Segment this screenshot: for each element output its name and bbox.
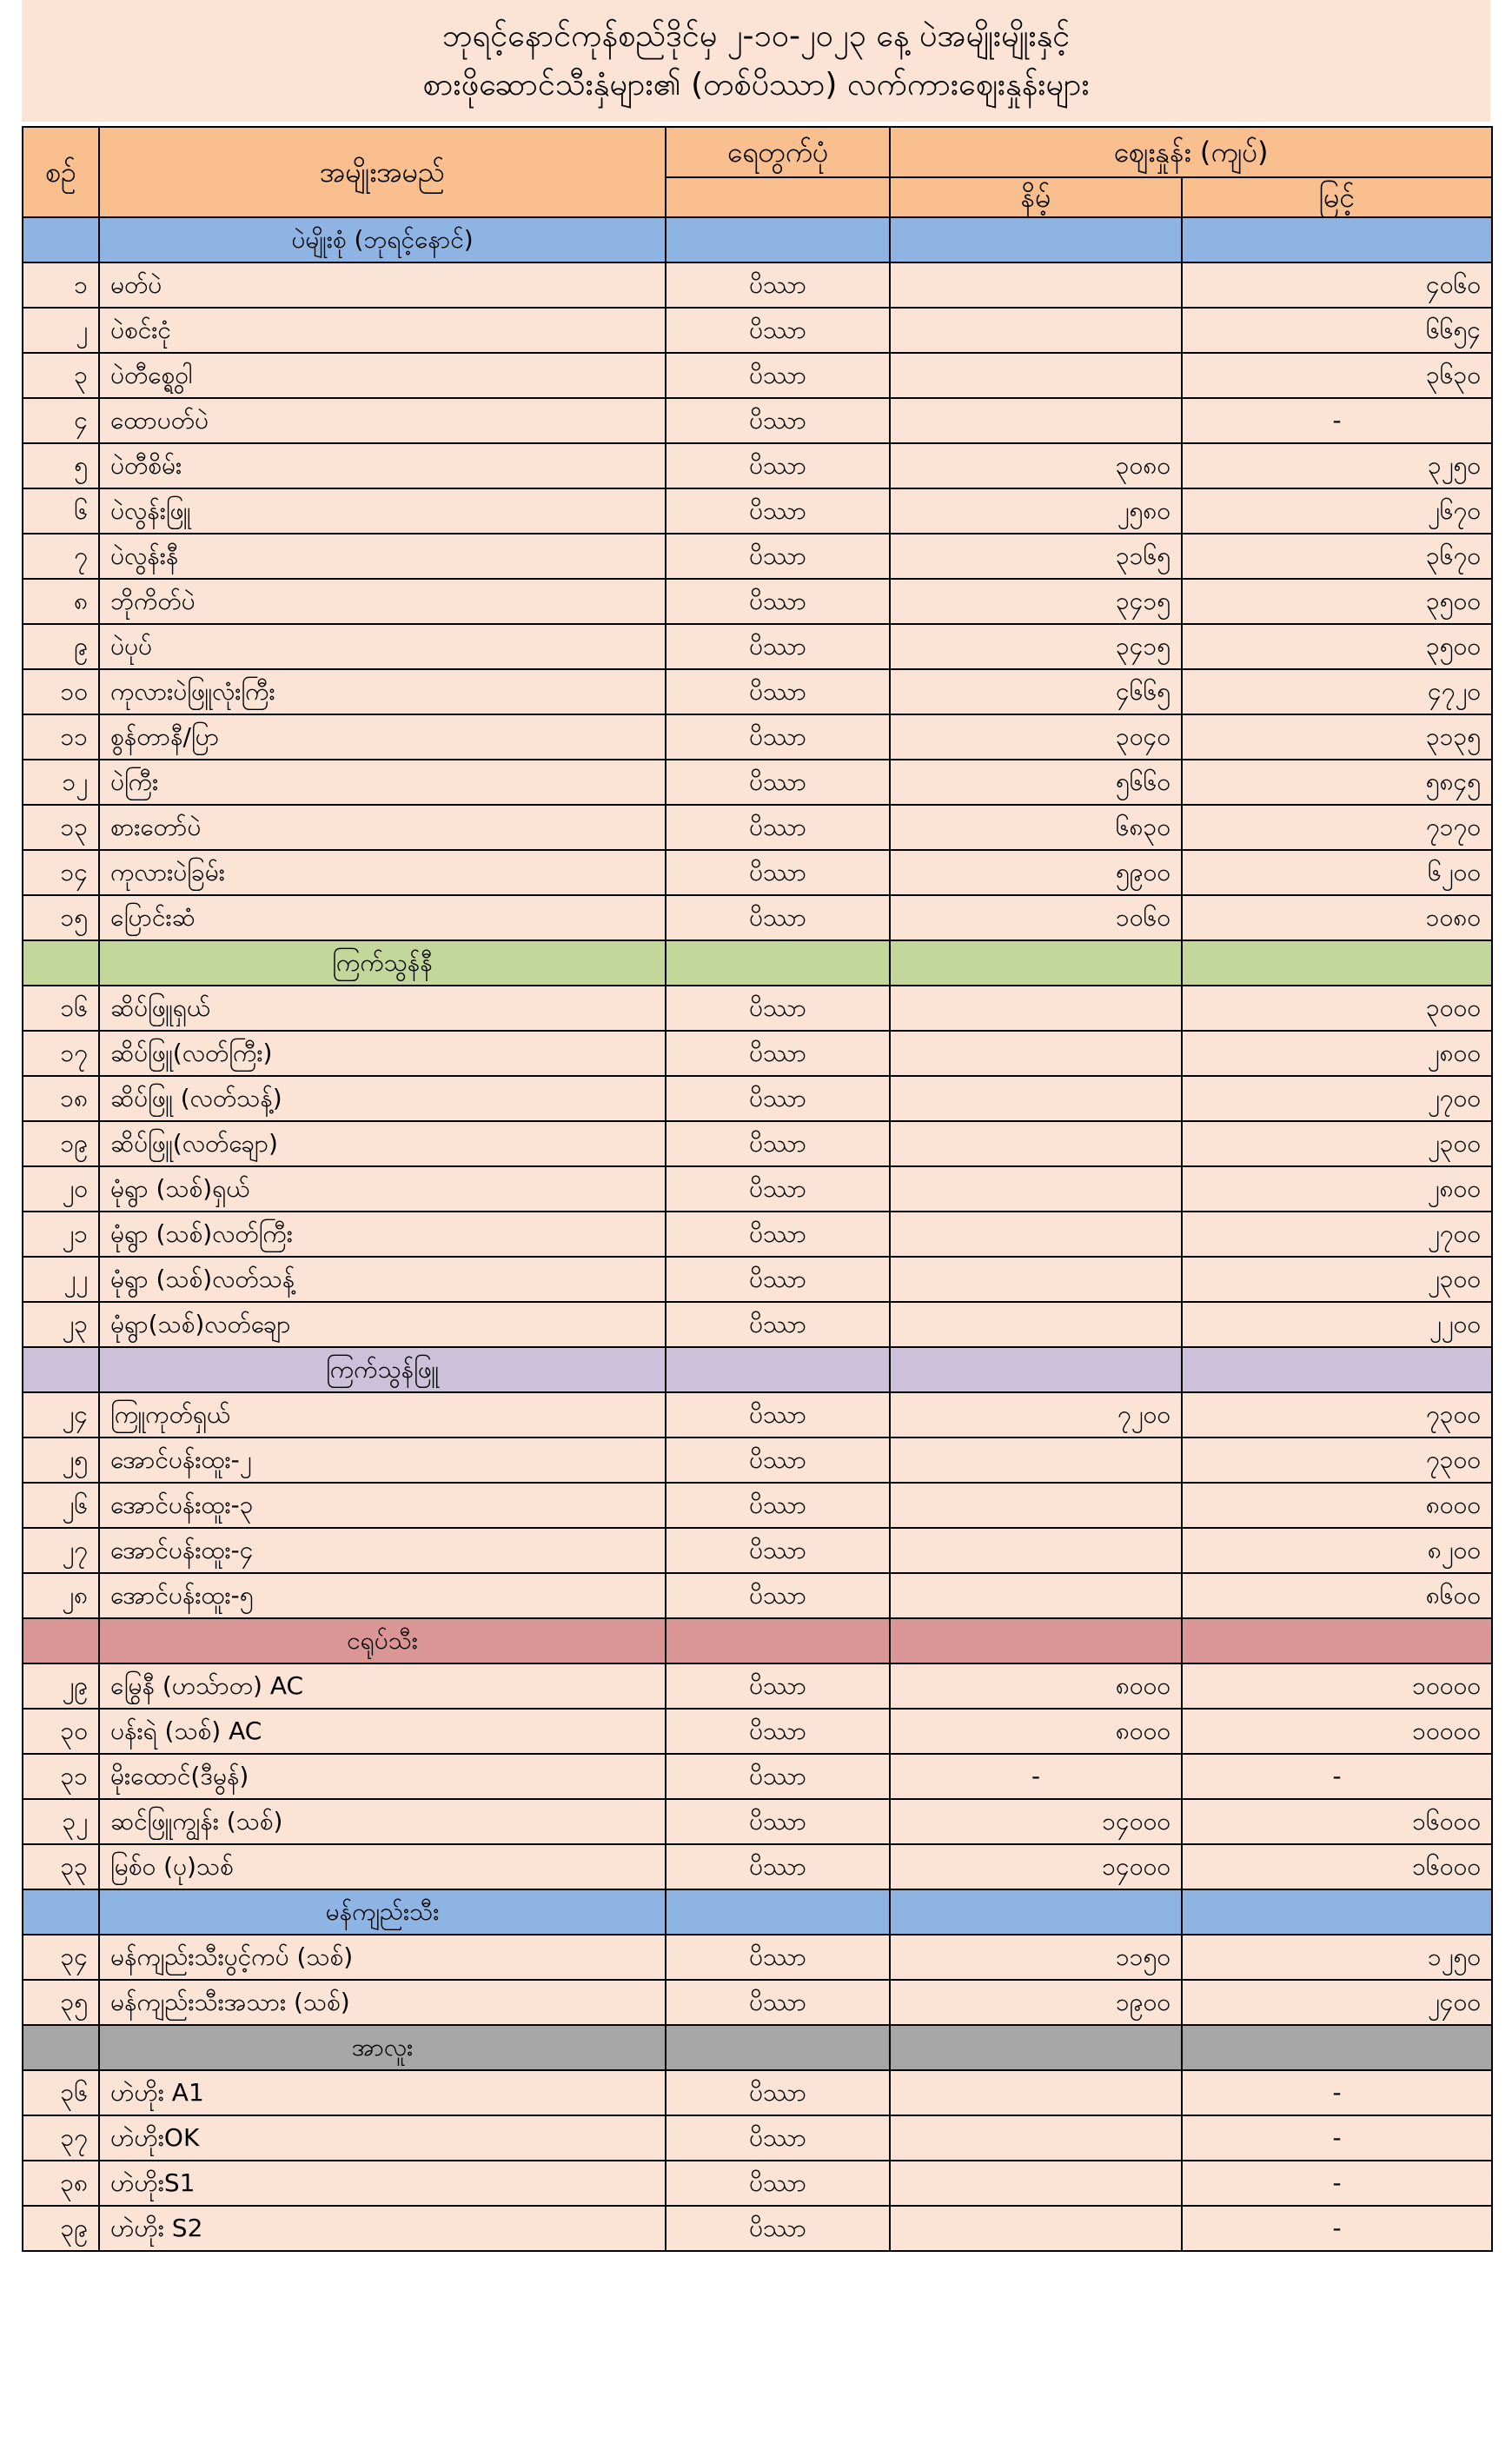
price-low [890,986,1182,1031]
price-high: ၂၇၀၀ [1182,1076,1492,1121]
price-high: ၁၆၀၀၀ [1182,1844,1492,1889]
item-name: ကုလားပဲခြမ်း [99,850,666,895]
section-cell [890,1618,1182,1663]
item-name: ဘိုကိတ်ပဲ [99,579,666,624]
price-low [890,1257,1182,1302]
row-number: ၈ [23,579,99,624]
item-unit: ပိဿာ [666,1483,890,1528]
item-unit: ပိဿာ [666,1980,890,2025]
price-low [890,1528,1182,1573]
table-row [23,669,1492,714]
header-unit-blank [666,177,890,217]
item-unit: ပိဿာ [666,262,890,308]
row-number: ၁၇ [23,1031,99,1076]
item-name: ဟဲဟိုး S2 [99,2206,666,2251]
row-number: ၇ [23,534,99,579]
item-name: မြစ်ဝ (ပု)သစ် [99,1844,666,1889]
price-low [890,2115,1182,2161]
section-row [23,1889,1492,1935]
table-row [23,1031,1492,1076]
row-number: ၁၈ [23,1076,99,1121]
price-low [890,1031,1182,1076]
section-row [23,940,1492,986]
table-row [23,1166,1492,1212]
price-low: ၁၀၆၀ [890,895,1182,940]
table-row [23,2070,1492,2115]
section-cell [1182,2025,1492,2070]
row-number: ၁၃ [23,805,99,850]
table-row [23,1257,1492,1302]
title-line-2: စားဖိုဆောင်သီးနှံများ၏ (တစ်ပိဿာ) လက်ကားဈေးနှုန်းများ [422,67,1090,103]
price-high: ၂၈၀၀ [1182,1166,1492,1212]
table-row [23,1528,1492,1573]
row-number: ၃၂ [23,1799,99,1844]
section-cell [23,1618,99,1663]
row-number: ၆ [23,488,99,534]
table-row [23,262,1492,308]
table-row [23,579,1492,624]
item-unit: ပိဿာ [666,1935,890,1980]
item-unit: ပိဿာ [666,2206,890,2251]
price-low [890,1573,1182,1618]
section-cell [666,2025,890,2070]
table-row [23,714,1492,760]
price-low: ၃၁၆၅ [890,534,1182,579]
item-name: မန်ကျည်းသီးအသား (သစ်) [99,1980,666,2025]
price-high: ၂၃၀၀ [1182,1257,1492,1302]
price-low: ၁၄၀၀၀ [890,1844,1182,1889]
section-cell [890,217,1182,262]
row-number: ၃ [23,353,99,398]
price-high: ၁၀၀၀၀ [1182,1709,1492,1754]
item-name: ဟဲဟိုးS1 [99,2161,666,2206]
table-row [23,2161,1492,2206]
section-cell [1182,1618,1492,1663]
row-number: ၁ [23,262,99,308]
table-row [23,986,1492,1031]
item-unit: ပိဿာ [666,624,890,669]
price-high: ၂၃၀၀ [1182,1121,1492,1166]
item-name: ပဲတီစ္ရွေဝါ [99,353,666,398]
item-name: ထောပတ်ပဲ [99,398,666,443]
price-high: ၃၅၀၀ [1182,579,1492,624]
item-unit: ပိဿာ [666,534,890,579]
table-row [23,1392,1492,1437]
item-name: အောင်ပန်းထူး-၄ [99,1528,666,1573]
item-unit: ပိဿာ [666,1031,890,1076]
price-low: ၈၀၀၀ [890,1663,1182,1709]
item-unit: ပိဿာ [666,1437,890,1483]
item-name: ဆိပ်ဖြူရှယ် [99,986,666,1031]
price-high: ၂၈၀၀ [1182,1031,1492,1076]
item-name: မုံရွာ (သစ်)ရှယ် [99,1166,666,1212]
header-price: ဈေးနှုန်း (ကျပ်) [890,127,1492,177]
row-number: ၂၄ [23,1392,99,1437]
price-low [890,1121,1182,1166]
item-unit: ပိဿာ [666,986,890,1031]
row-number: ၁၄ [23,850,99,895]
section-cell [666,1347,890,1392]
item-unit: ပိဿာ [666,850,890,895]
header-no: စဉ် [23,127,99,217]
price-low: ၃၄၁၅ [890,579,1182,624]
price-low [890,1166,1182,1212]
price-low: ၇၂၀၀ [890,1392,1182,1437]
item-name: မုံရွာ (သစ်)လတ်ကြီး [99,1212,666,1257]
price-high: ၄၀၆၀ [1182,262,1492,308]
price-high: - [1182,1754,1492,1799]
price-high: ၇၁၇၀ [1182,805,1492,850]
price-high: - [1182,2115,1492,2161]
price-low: ၄၆၆၅ [890,669,1182,714]
row-number: ၂၂ [23,1257,99,1302]
section-cell [23,1889,99,1935]
section-cell [1182,940,1492,986]
table-row [23,1844,1492,1889]
item-name: မုံရွာ (သစ်)လတ်သန့် [99,1257,666,1302]
table-row [23,398,1492,443]
price-high: ၃၅၀၀ [1182,624,1492,669]
item-name: ပဲပုပ် [99,624,666,669]
row-number: ၃၉ [23,2206,99,2251]
item-name: ပဲလွန်းဖြူ [99,488,666,534]
section-title: ကြက်သွန်ဖြူ [99,1347,666,1392]
price-high: - [1182,2161,1492,2206]
item-name: ဆိပ်ဖြူ (လတ်သန့်) [99,1076,666,1121]
item-name: ဆိပ်ဖြူ(လတ်ကြီး) [99,1031,666,1076]
item-unit: ပိဿာ [666,1302,890,1347]
table-row [23,1302,1492,1347]
price-low: ၅၆၆၀ [890,760,1182,805]
table-row [23,308,1492,353]
table-row [23,443,1492,488]
price-high: ၅၈၄၅ [1182,760,1492,805]
price-low: ၁၉၀၀ [890,1980,1182,2025]
section-row [23,2025,1492,2070]
price-high: ၈၂၀၀ [1182,1528,1492,1573]
price-low [890,1437,1182,1483]
section-cell [890,940,1182,986]
section-row [23,1347,1492,1392]
price-high: ၇၃၀၀ [1182,1392,1492,1437]
row-number: ၂၆ [23,1483,99,1528]
item-unit: ပိဿာ [666,714,890,760]
price-low [890,308,1182,353]
price-low: ၁၁၅၀ [890,1935,1182,1980]
price-low [890,398,1182,443]
item-unit: ပိဿာ [666,1392,890,1437]
item-unit: ပိဿာ [666,1844,890,1889]
row-number: ၂၉ [23,1663,99,1709]
item-unit: ပိဿာ [666,1212,890,1257]
table-row [23,624,1492,669]
item-name: မန်ကျည်းသီးပွင့်ကပ် (သစ်) [99,1935,666,1980]
price-low [890,2070,1182,2115]
item-name: ကြူကုတ်ရှယ် [99,1392,666,1437]
table-row [23,1980,1492,2025]
price-low: ၂၅၈၀ [890,488,1182,534]
item-name: အောင်ပန်းထူး-၅ [99,1573,666,1618]
row-number: ၉ [23,624,99,669]
price-high: ၁၀၈၀ [1182,895,1492,940]
item-name: ပဲကြီး [99,760,666,805]
item-name: စားတော်ပဲ [99,805,666,850]
price-low [890,2161,1182,2206]
price-low: ၈၀၀၀ [890,1709,1182,1754]
item-name: ပဲတီစိမ်း [99,443,666,488]
table-row [23,850,1492,895]
price-high: ၃၆၃၀ [1182,353,1492,398]
section-row [23,217,1492,262]
table-row [23,1121,1492,1166]
row-number: ၃၀ [23,1709,99,1754]
price-low [890,1076,1182,1121]
item-name: ဟဲဟိုး A1 [99,2070,666,2115]
table-row [23,1076,1492,1121]
price-low: ၃၄၁၅ [890,624,1182,669]
section-cell [666,940,890,986]
item-unit: ပိဿာ [666,2115,890,2161]
header-low: နိမ့် [890,177,1182,217]
item-name: အောင်ပန်းထူး-၃ [99,1483,666,1528]
section-cell [666,1889,890,1935]
item-unit: ပိဿာ [666,308,890,353]
table-row [23,1935,1492,1980]
table-row [23,2206,1492,2251]
item-unit: ပိဿာ [666,1754,890,1799]
table-row [23,805,1492,850]
price-low: - [890,1754,1182,1799]
section-cell [1182,1889,1492,1935]
table-row [23,1212,1492,1257]
row-number: ၂၁ [23,1212,99,1257]
row-number: ၁၀ [23,669,99,714]
item-unit: ပိဿာ [666,895,890,940]
table-row [23,488,1492,534]
item-name: အောင်ပန်းထူး-၂ [99,1437,666,1483]
price-low [890,1212,1182,1257]
price-high: ၁၀၀၀၀ [1182,1663,1492,1709]
row-number: ၃၇ [23,2115,99,2161]
price-low [890,1302,1182,1347]
row-number: ၁၁ [23,714,99,760]
price-high: ၈၀၀၀ [1182,1483,1492,1528]
item-name: ဟဲဟိုးOK [99,2115,666,2161]
price-high: ၂၄၀၀ [1182,1980,1492,2025]
price-low: ၅၉၀၀ [890,850,1182,895]
row-number: ၁၉ [23,1121,99,1166]
item-name: ဆိပ်ဖြူ(လတ်ချော) [99,1121,666,1166]
price-high: ၃၆၇၀ [1182,534,1492,579]
item-name: ကုလားပဲဖြူလုံးကြီး [99,669,666,714]
price-high: ၂၆၇၀ [1182,488,1492,534]
price-high: ၄၇၂၀ [1182,669,1492,714]
section-cell [666,1618,890,1663]
table-row [23,1709,1492,1754]
price-high: ၁၆၀၀၀ [1182,1799,1492,1844]
row-number: ၂၅ [23,1437,99,1483]
section-cell [23,940,99,986]
item-name: ပြောင်းဆံ [99,895,666,940]
item-name: ပဲလွန်းနီ [99,534,666,579]
price-low [890,353,1182,398]
section-cell [890,1889,1182,1935]
item-unit: ပိဿာ [666,1528,890,1573]
item-unit: ပိဿာ [666,1799,890,1844]
price-low [890,1483,1182,1528]
row-number: ၁၂ [23,760,99,805]
item-name: ဆင်ဖြူကျွန်း (သစ်) [99,1799,666,1844]
item-name: စွန်တာနီ/ပြာ [99,714,666,760]
table-row [23,1437,1492,1483]
row-number: ၁၆ [23,986,99,1031]
price-high: ၂၇၀၀ [1182,1212,1492,1257]
item-name: မုံရွာ(သစ်)လတ်ချော [99,1302,666,1347]
item-name: ပဲစင်းငုံ [99,308,666,353]
item-unit: ပိဿာ [666,579,890,624]
price-high: ၇၃၀၀ [1182,1437,1492,1483]
item-name: မတ်ပဲ [99,262,666,308]
row-number: ၃၅ [23,1980,99,2025]
item-unit: ပိဿာ [666,2070,890,2115]
price-high: - [1182,398,1492,443]
section-cell [23,1347,99,1392]
row-number: ၃၈ [23,2161,99,2206]
section-title: မန်ကျည်းသီး [99,1889,666,1935]
title-banner [22,0,1490,122]
row-number: ၂၀ [23,1166,99,1212]
row-number: ၂၈ [23,1573,99,1618]
row-number: ၂၇ [23,1528,99,1573]
price-high: ၃၁၃၅ [1182,714,1492,760]
price-low: ၃၀၄၀ [890,714,1182,760]
section-cell [666,217,890,262]
item-unit: ပိဿာ [666,1076,890,1121]
price-high: ၆၆၅၄ [1182,308,1492,353]
row-number: ၂၃ [23,1302,99,1347]
table-row [23,1799,1492,1844]
row-number: ၁၅ [23,895,99,940]
section-title: အာလူး [99,2025,666,2070]
item-name: မိုးထောင်(ဒီမွန်) [99,1754,666,1799]
price-low: ၁၄၀၀၀ [890,1799,1182,1844]
table-row [23,2115,1492,2161]
item-unit: ပိဿာ [666,1121,890,1166]
row-number: ၃၁ [23,1754,99,1799]
section-cell [890,1347,1182,1392]
row-number: ၃၄ [23,1935,99,1980]
item-unit: ပိဿာ [666,760,890,805]
section-cell [1182,217,1492,262]
price-high: ၆၂၀၀ [1182,850,1492,895]
price-high: ၈၆၀၀ [1182,1573,1492,1618]
item-unit: ပိဿာ [666,1573,890,1618]
price-low: ၃၀၈၀ [890,443,1182,488]
title-line-1: ဘုရင့်နောင်ကုန်စည်ဒိုင်မှ ၂-၁၀-၂၀၂၃ နေ့ ပဲအမျိုးမျိုးနှင့် [441,18,1071,54]
item-unit: ပိဿာ [666,669,890,714]
row-number: ၃၆ [23,2070,99,2115]
header-unit: ရေတွက်ပုံ [666,127,890,177]
section-cell [890,2025,1182,2070]
section-title: ငရုပ်သီး [99,1618,666,1663]
price-low [890,262,1182,308]
item-name: ပန်းရဲ (သစ်) AC [99,1709,666,1754]
table-row [23,760,1492,805]
row-number: ၄ [23,398,99,443]
section-title: ကြက်သွန်နီ [99,940,666,986]
row-number: ၅ [23,443,99,488]
price-high: - [1182,2206,1492,2251]
item-name: မြွေနီ (ဟသ်ာတ) AC [99,1663,666,1709]
item-unit: ပိဿာ [666,443,890,488]
table-row [23,353,1492,398]
section-row [23,1618,1492,1663]
price-high: ၃၂၅၀ [1182,443,1492,488]
section-cell [23,217,99,262]
price-low: ၆၈၃၀ [890,805,1182,850]
price-high: ၂၂၀၀ [1182,1302,1492,1347]
row-number: ၃၃ [23,1844,99,1889]
price-table [22,126,1493,2252]
table-row [23,534,1492,579]
price-high: - [1182,2070,1492,2115]
item-unit: ပိဿာ [666,488,890,534]
table-row [23,1483,1492,1528]
header-high: မြင့် [1182,177,1492,217]
table-row [23,1754,1492,1799]
item-unit: ပိဿာ [666,2161,890,2206]
section-cell [1182,1347,1492,1392]
header-name: အမျိုးအမည် [99,127,666,217]
section-title: ပဲမျိုးစုံ (ဘုရင့်နောင်) [99,217,666,262]
table-row [23,1573,1492,1618]
item-unit: ပိဿာ [666,353,890,398]
price-high: ၃၀၀၀ [1182,986,1492,1031]
price-high: ၁၂၅၀ [1182,1935,1492,1980]
item-unit: ပိဿာ [666,1709,890,1754]
item-unit: ပိဿာ [666,805,890,850]
table-row [23,1663,1492,1709]
table-row [23,895,1492,940]
item-unit: ပိဿာ [666,1663,890,1709]
item-unit: ပိဿာ [666,398,890,443]
item-unit: ပိဿာ [666,1166,890,1212]
item-unit: ပိဿာ [666,1257,890,1302]
section-cell [23,2025,99,2070]
price-low [890,2206,1182,2251]
row-number: ၂ [23,308,99,353]
